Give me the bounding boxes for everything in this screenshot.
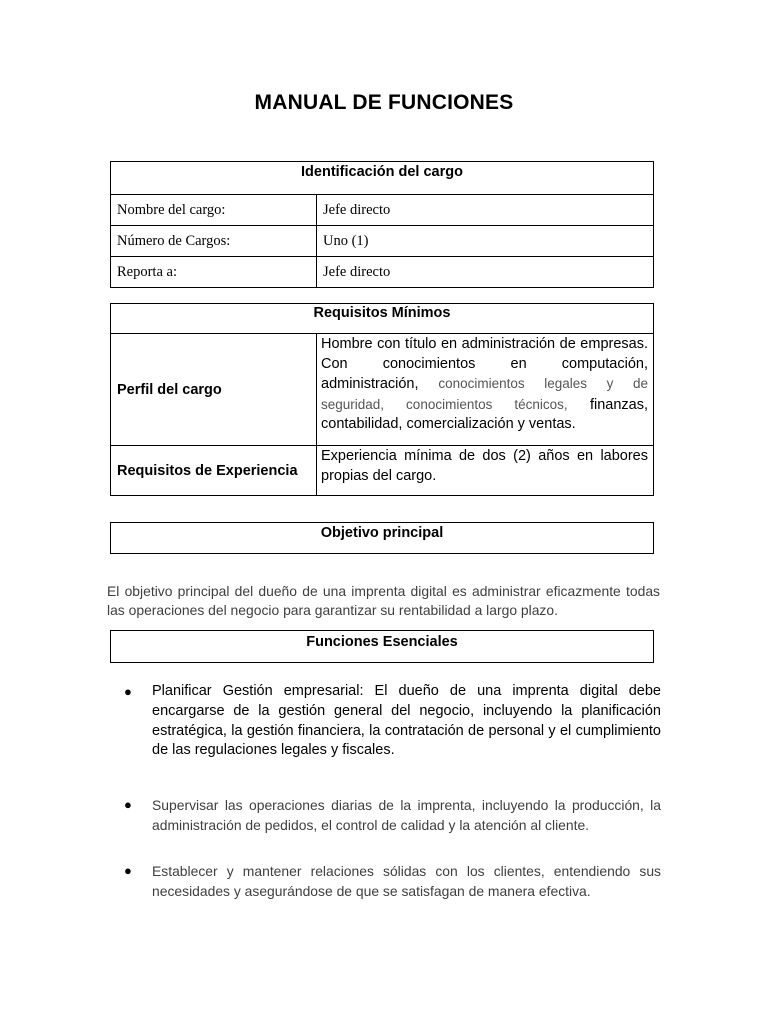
row-value: Jefe directo <box>317 257 654 288</box>
list-item-text: Supervisar las operaciones diarias de la imprenta, incluyendo la producción, la administración de pedidos, el control de calidad y la atención al cliente. <box>152 797 661 833</box>
page-title: MANUAL DE FUNCIONES <box>254 91 514 114</box>
perfil-text-a: Hombre con título en administración de empresas. Con conocimientos en computación, administración, <box>321 336 648 392</box>
bullet-icon: ● <box>124 863 132 878</box>
perfil-text-b: conocimientos legales y de seguridad, conocimientos técnicos, <box>321 376 649 412</box>
perfil-text-c: finanzas, contabilidad, comercialización y ventas. <box>321 396 648 432</box>
table-row <box>111 446 654 496</box>
row-label: Reporta a: <box>111 257 317 288</box>
identificacion-header: Identificación del cargo <box>111 162 654 195</box>
bullet-icon: ● <box>124 797 132 812</box>
funciones-header: Funciones Esenciales <box>110 630 654 663</box>
perfil-text <box>317 334 654 446</box>
list-item-text: Planificar Gestión empresarial: El dueño de una imprenta digital debe encargarse de la gestión general del negocio, incluyendo la planificación estratégica, la gestión financiera, la contratación de personal y el cumplimiento de las regulaciones legales y fiscales. <box>152 683 661 759</box>
list-item-text: Establecer y mantener relaciones sólidas con los clientes, entendiendo sus necesidades y asegurándose de que se satisfagan de manera efectiva. <box>152 863 661 899</box>
requisitos-table <box>110 303 654 496</box>
row-label: Nombre del cargo: <box>111 195 317 226</box>
table-row <box>111 226 654 257</box>
table-row <box>111 334 654 446</box>
objetivo-header: Objetivo principal <box>110 522 654 554</box>
row-value: Uno (1) <box>317 226 654 257</box>
experiencia-text: Experiencia mínima de dos (2) años en labores propias del cargo. <box>317 446 654 496</box>
table-row <box>111 195 654 226</box>
objetivo-text: El objetivo principal del dueño de una imprenta digital es administrar eficazmente todas las operaciones del negocio para garantizar su rentabilidad a largo plazo. <box>107 583 660 618</box>
perfil-label: Perfil del cargo <box>111 334 317 446</box>
row-label: Número de Cargos: <box>111 226 317 257</box>
bullet-icon: ● <box>124 684 132 699</box>
row-value: Jefe directo <box>317 195 654 226</box>
experiencia-label: Requisitos de Experiencia <box>111 446 317 496</box>
requisitos-header: Requisitos Mínimos <box>111 304 654 334</box>
table-row <box>111 257 654 288</box>
identificacion-table <box>110 161 654 288</box>
